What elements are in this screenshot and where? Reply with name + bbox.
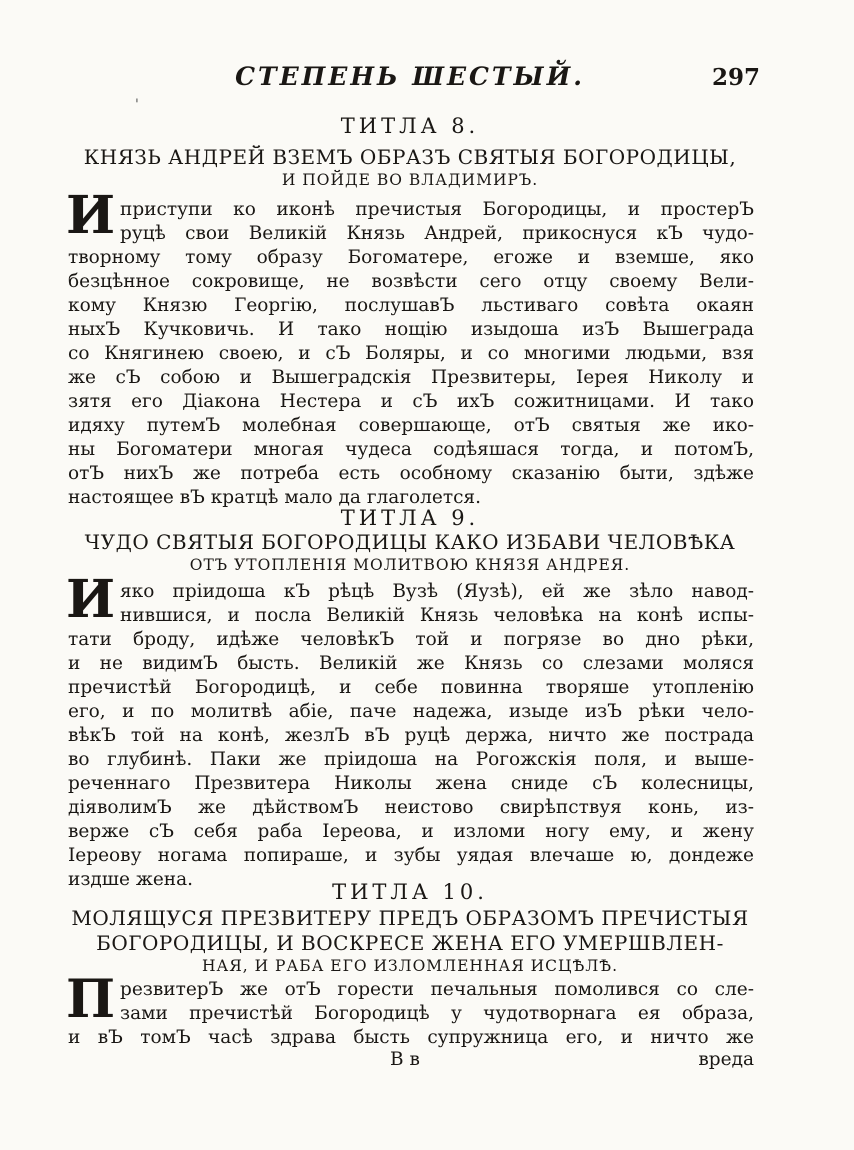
drop-cap: И [66, 185, 116, 246]
drop-cap: П [66, 969, 116, 1030]
text-line: отЪ нихЪ же потреба есть особному сказанію быти, здѣже [68, 463, 754, 484]
text-line: вѣкЪ той на конѣ, жезлЪ вЪ руцѣ держа, ничто же пострада [68, 725, 754, 746]
section-subtitle-line: И ПОЙДЕ ВО ВЛАДИМИРЪ. [281, 171, 539, 189]
section-title-line: БОГОРОДИЦЫ, И ВОСКРЕСЕ ЖЕНА ЕГО УМЕРШВЛЕН- [96, 931, 724, 955]
text-line: издше жена. [68, 869, 194, 890]
text-line: и вЪ томЪ часѣ здрава бысть супружница его, и ничто же [68, 1027, 754, 1048]
text-line: тати броду, идѣже человѣкЪ той и погрязе во дно рѣки, [68, 629, 754, 650]
text-line: руцѣ свои Великій Князь Андрей, прикоснуся кЪ чудо- [120, 223, 754, 244]
page-footer [68, 1048, 754, 1072]
signature-mark: В в [390, 1049, 420, 1070]
text-line: настоящее вЪ кратцѣ мало да глаголется. [68, 487, 481, 508]
text-line: кому Князю Георгію, послушавЪ льстиваго совѣта окаян [68, 295, 754, 316]
text-line: Іереову ногама попираше, и зубы уядая влечаше ю, дондеже [68, 845, 754, 866]
text-line: пречистѣй Богородицѣ, и себе повинна творяше утопленію [68, 677, 754, 698]
section-heading: ТИТЛА 10. [332, 880, 488, 904]
section-heading: ТИТЛА 8. [340, 114, 480, 138]
section-subtitle-line: НАЯ, И РАБА ЕГО ИЗЛОМЛЕННАЯ ИСЦѢЛѢ. [201, 957, 619, 975]
text-line: идяху путемЪ молебная совершающе, отЪ святыя же ико- [68, 415, 754, 436]
text-line: нившися, и посла Великій Князь человѣка на конѣ испы- [120, 605, 754, 626]
section-subtitle-line: ОТЪ УТОПЛЕНІЯ МОЛИТВОЮ КНЯЗЯ АНДРЕЯ. [189, 556, 631, 574]
text-line: ны Богоматери многая чудеса содѣяшася тогда, и потомЪ, [68, 439, 754, 460]
section-title-line: КНЯЗЬ АНДРЕЙ ВЗЕМЪ ОБРАЗЪ СВЯТЫЯ БОГОРОДИЦЫ, [83, 145, 737, 169]
print-mark: ' [135, 97, 139, 113]
text-line: резвитерЪ же отЪ горести печальныя помолився со сле- [120, 979, 754, 1000]
text-line: ныхЪ Кучковичь. И тако нощію изыдоша изЪ Вышеграда [68, 319, 754, 340]
section-title-line: МОЛЯЩУСЯ ПРЕЗВИТЕРУ ПРЕДЪ ОБРАЗОМЪ ПРЕЧИСТЫЯ [71, 906, 749, 930]
text-line: діяволимЪ же дѣйствомЪ неистово свирѣпствуя конь, из- [68, 797, 754, 818]
drop-cap: И [66, 569, 116, 630]
text-line: зятя его Діакона Нестера и сЪ ихЪ сожитницами. И тако [68, 391, 754, 412]
section-title-line: ЧУДО СВЯТЫЯ БОГОРОДИЦЫ КАКО ИЗБАВИ ЧЕЛОВѢКА [84, 530, 736, 554]
page-number: 297 [711, 64, 760, 91]
text-line: приступи ко иконѣ пречистыя Богородицы, и простерЪ [120, 199, 754, 220]
text-line: и не видимЪ бысть. Великій же Князь со слезами моляся [68, 653, 754, 674]
text-line: во глубинѣ. Паки же пріидоша на Рогожскія поля, и выше- [68, 749, 754, 770]
text-line: его, и по молитвѣ абіе, паче надежа, изыде изЪ рѣки чело- [68, 701, 754, 722]
text-line: же сЪ собою и Вышеградскія Презвитеры, Іерея Николу и [68, 367, 754, 388]
section-heading: ТИТЛА 9. [340, 506, 480, 530]
text-line: зами пречистѣй Богородицѣ у чудотворнага ея образа, [120, 1003, 754, 1024]
text-line: со Княгинею своею, и сЪ Боляры, и со многими людьми, взя [68, 343, 754, 364]
text-line: творному тому образу Богоматере, егоже и вземше, яко [68, 247, 754, 268]
catchword: вреда [698, 1049, 754, 1070]
text-line: безцѣнное сокровище, не возвѣсти сего отцу своему Вели- [68, 271, 754, 292]
text-line: реченнаго Презвитера Николы жена сниде сЪ колесницы, [68, 773, 754, 794]
running-title: СТЕПЕНЬ ШЕСТЫЙ. [235, 62, 585, 91]
text-line: яко пріидоша кЪ рѣцѣ Вузѣ (Яузѣ), ей же зѣло навод- [120, 581, 754, 602]
text-line: верже сЪ себя раба Іереова, и изломи ногу ему, и жену [68, 821, 754, 842]
